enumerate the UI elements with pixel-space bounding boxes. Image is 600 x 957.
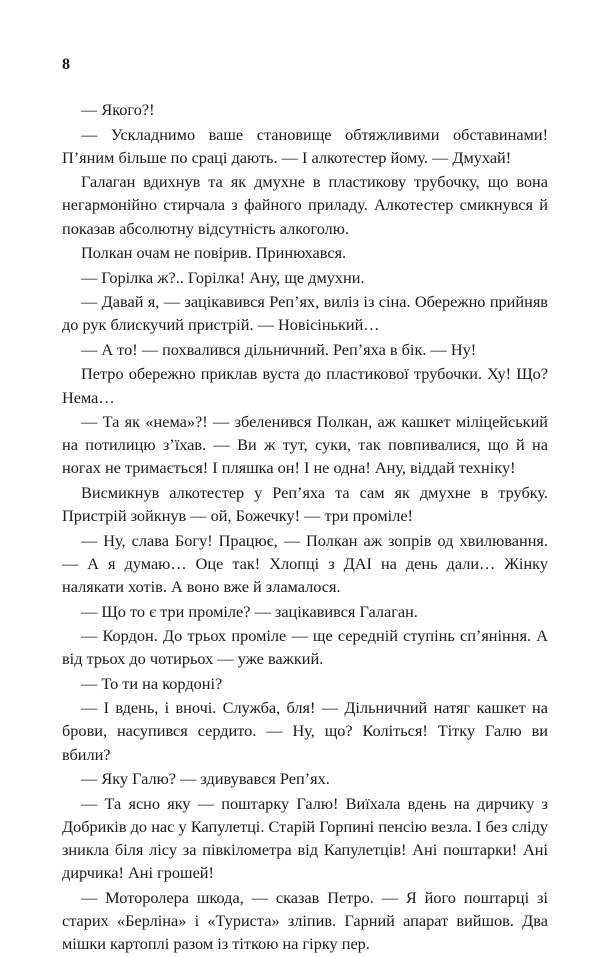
paragraph: — Ну, слава Богу! Працює, — Полкан аж зопрів од хвилювання. — А я думаю… Оце так! Хлопці з ДАІ на день дали… Жінку налякати хотів. А воно вже й зламалося.	[62, 530, 548, 597]
paragraph: — А то! — похвалився дільничний. Реп’яха в бік. — Ну!	[81, 339, 477, 359]
paragraph: — Та ясно яку — поштарку Галю! Виїхала вдень на дирчику з Добриків до нас у Капулетці. Старій Горпині пенсію везла. І без сліду зникла біля лісу за півкілометра від Капулетців! Ані поштарки! Ані дирчика! Ані грошей!	[62, 793, 548, 883]
paragraph: — Яку Галю? — здивувався Реп’ях.	[81, 769, 330, 789]
page-number: 8	[62, 56, 70, 73]
paragraph: — Та як «нема»?! — збеленився Полкан, аж кашкет міліцейський на потилицю з’їхав. — Ви ж тут, суки, так повпивалися, що й на ногах не тримається! І пляшка он! І не одна! Ану, віддай техніку!	[62, 412, 548, 478]
paragraph: Петро обережно приклав вуста до пластикової трубочки. Ху! Що? Нема…	[62, 364, 548, 407]
paragraph: — Ускладнимо ваше становище обтяжливими обставинами! П’яним більше по сраці дають. — І алкотестер йому. — Дмухай!	[62, 124, 548, 167]
paragraph: Висмикнув алкотестер у Реп’яха та сам як дмухне в трубку. Пристрій зойкнув — ой, Божечку! — три проміле!	[62, 482, 548, 526]
paragraph: Галаган вдихнув та як дмухне в пластикову трубочку, що вона негармонійно стирчала з файного приладу. Алкотестер смикнувся й показав абсолютну відсутність алкоголю.	[62, 172, 548, 238]
paragraph: — Якого?!	[81, 100, 155, 119]
paragraph: — Кордон. До трьох проміле — ще середній ступінь сп’яніння. А від трьох до чотирьох — уже важкий.	[62, 626, 548, 669]
paragraph: Полкан очам не повірив. Принюхався.	[81, 243, 347, 263]
paragraph: — То ти на кордоні?	[81, 673, 223, 693]
body-text	[62, 98, 548, 957]
paragraph: — Що то є три проміле? — зацікавився Галаган.	[81, 601, 418, 621]
paragraph: — Давай я, — зацікавився Реп’ях, виліз із сіна. Обережно прийняв до рук блискучий пристрій. — Новісінький…	[62, 292, 548, 335]
paragraph: — Моторолера шкода, — сказав Петро. — Я його поштарці зі старих «Берліна» і «Туриста» зліпив. Гарний апарат вийшов. Два мішки картоплі разом із тіткою на гірку пер.	[62, 887, 548, 954]
paragraph: — І вдень, і вночі. Служба, бля! — Дільничний натяг кашкет на брови, насупився сердито. — Ну, що? Коліться! Тітку Галю ви вбили?	[62, 698, 548, 764]
paragraph: — Горілка ж?.. Горілка! Ану, ще дмухни.	[81, 267, 365, 287]
